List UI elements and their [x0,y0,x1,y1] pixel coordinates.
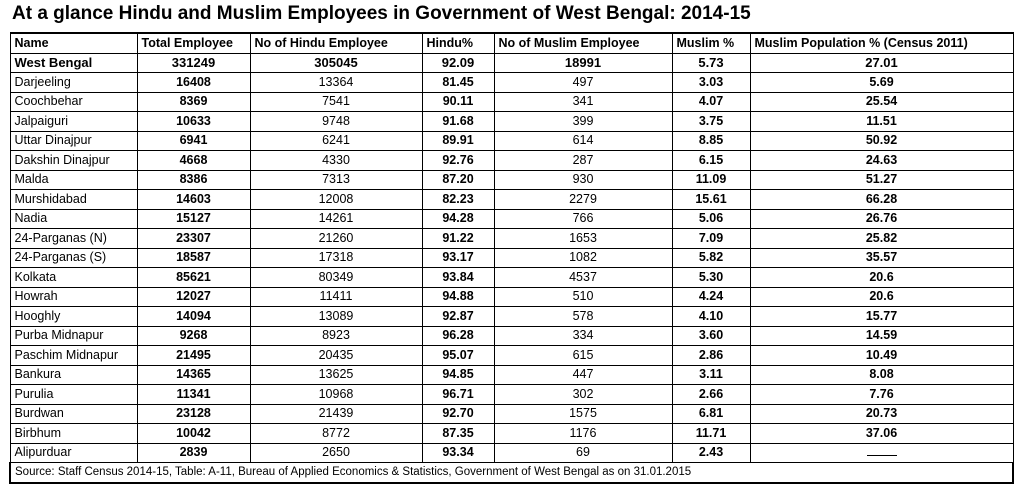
cell-muslim: 1653 [494,229,672,249]
cell-total: 18587 [137,248,250,268]
cell-name: Purba Midnapur [10,326,137,346]
cell-muslim-pct: 5.82 [672,248,750,268]
cell-name: Alipurduar [10,443,137,463]
table-row [10,170,1013,190]
table-row [10,209,1013,229]
cell-muslim: 766 [494,209,672,229]
cell-hindu: 13089 [250,307,422,327]
cell-muslim-pct: 11.71 [672,424,750,444]
cell-census: 37.06 [750,424,1013,444]
cell-hindu-pct: 92.09 [422,53,494,73]
header-hindu-pct: Hindu% [422,33,494,53]
cell-total: 23128 [137,404,250,424]
cell-name: Coochbehar [10,92,137,112]
cell-name: Darjeeling [10,73,137,93]
table-row [10,112,1013,132]
cell-census: 66.28 [750,190,1013,210]
cell-hindu: 6241 [250,131,422,151]
cell-muslim: 930 [494,170,672,190]
cell-hindu: 9748 [250,112,422,132]
cell-total: 15127 [137,209,250,229]
cell-muslim-pct: 3.75 [672,112,750,132]
cell-census: 5.69 [750,73,1013,93]
cell-hindu: 4330 [250,151,422,171]
cell-hindu-pct: 95.07 [422,346,494,366]
blank-value [867,444,897,456]
header-row [10,33,1013,53]
cell-hindu-pct: 96.71 [422,385,494,405]
table-row [10,385,1013,405]
cell-hindu-pct: 93.17 [422,248,494,268]
cell-total: 6941 [137,131,250,151]
header-name: Name [10,33,137,53]
cell-name: Murshidabad [10,190,137,210]
cell-total: 10633 [137,112,250,132]
cell-hindu: 12008 [250,190,422,210]
cell-total: 85621 [137,268,250,288]
cell-muslim-pct: 6.81 [672,404,750,424]
cell-hindu: 13364 [250,73,422,93]
cell-muslim-pct: 4.10 [672,307,750,327]
cell-muslim-pct: 3.11 [672,365,750,385]
cell-census: 26.76 [750,209,1013,229]
cell-name: Hooghly [10,307,137,327]
cell-muslim: 287 [494,151,672,171]
cell-name: 24-Parganas (S) [10,248,137,268]
source-row [10,463,1013,483]
cell-muslim-pct: 4.07 [672,92,750,112]
cell-name: Howrah [10,287,137,307]
cell-hindu: 14261 [250,209,422,229]
cell-hindu-pct: 82.23 [422,190,494,210]
cell-muslim: 4537 [494,268,672,288]
cell-hindu: 2650 [250,443,422,463]
cell-muslim: 2279 [494,190,672,210]
table-row [10,229,1013,249]
table-row [10,151,1013,171]
cell-hindu: 10968 [250,385,422,405]
header-census-muslim-pct: Muslim Population % (Census 2011) [750,33,1013,53]
cell-name: Jalpaiguri [10,112,137,132]
cell-muslim: 341 [494,92,672,112]
page-title: At a glance Hindu and Muslim Employees in Government of West Bengal: 2014-15 [12,3,751,24]
cell-muslim: 1176 [494,424,672,444]
cell-census: 50.92 [750,131,1013,151]
cell-hindu: 13625 [250,365,422,385]
table-row [10,287,1013,307]
cell-muslim: 1082 [494,248,672,268]
cell-muslim-pct: 2.86 [672,346,750,366]
cell-hindu-pct: 87.20 [422,170,494,190]
cell-muslim: 497 [494,73,672,93]
cell-name: West Bengal [10,53,137,73]
cell-census: 8.08 [750,365,1013,385]
header-hindu-employee: No of Hindu Employee [250,33,422,53]
cell-total: 10042 [137,424,250,444]
cell-census: 25.82 [750,229,1013,249]
cell-name: Nadia [10,209,137,229]
cell-hindu: 305045 [250,53,422,73]
cell-total: 11341 [137,385,250,405]
cell-name: Burdwan [10,404,137,424]
cell-hindu-pct: 81.45 [422,73,494,93]
table-row [10,404,1013,424]
cell-hindu: 11411 [250,287,422,307]
cell-muslim: 615 [494,346,672,366]
cell-census: 20.6 [750,287,1013,307]
cell-census: 35.57 [750,248,1013,268]
cell-total: 9268 [137,326,250,346]
cell-hindu: 21260 [250,229,422,249]
table-row [10,268,1013,288]
cell-muslim: 447 [494,365,672,385]
cell-total: 23307 [137,229,250,249]
table-row [10,365,1013,385]
cell-total: 2839 [137,443,250,463]
table-row [10,346,1013,366]
cell-total: 14094 [137,307,250,327]
cell-name: Purulia [10,385,137,405]
cell-hindu: 7313 [250,170,422,190]
cell-census: 24.63 [750,151,1013,171]
cell-muslim-pct: 5.06 [672,209,750,229]
cell-hindu-pct: 91.22 [422,229,494,249]
cell-total: 12027 [137,287,250,307]
cell-census: 20.6 [750,268,1013,288]
cell-muslim: 69 [494,443,672,463]
cell-total: 4668 [137,151,250,171]
cell-muslim: 399 [494,112,672,132]
cell-hindu-pct: 92.70 [422,404,494,424]
cell-hindu-pct: 94.85 [422,365,494,385]
header-muslim-employee: No of Muslim Employee [494,33,672,53]
table-row [10,307,1013,327]
cell-hindu: 21439 [250,404,422,424]
table-row [10,73,1013,93]
cell-name: Uttar Dinajpur [10,131,137,151]
cell-hindu-pct: 94.28 [422,209,494,229]
cell-hindu: 80349 [250,268,422,288]
cell-census: 25.54 [750,92,1013,112]
cell-muslim: 18991 [494,53,672,73]
cell-hindu-pct: 96.28 [422,326,494,346]
cell-total: 14365 [137,365,250,385]
cell-hindu-pct: 87.35 [422,424,494,444]
cell-muslim-pct: 2.66 [672,385,750,405]
employee-table [9,32,1014,484]
cell-hindu-pct: 92.76 [422,151,494,171]
cell-muslim: 578 [494,307,672,327]
cell-hindu-pct: 91.68 [422,112,494,132]
table-row [10,326,1013,346]
table-row [10,92,1013,112]
cell-muslim-pct: 11.09 [672,170,750,190]
cell-muslim-pct: 3.60 [672,326,750,346]
cell-hindu: 7541 [250,92,422,112]
cell-census: 51.27 [750,170,1013,190]
cell-census: 10.49 [750,346,1013,366]
cell-total: 16408 [137,73,250,93]
cell-hindu: 8772 [250,424,422,444]
cell-muslim-pct: 5.73 [672,53,750,73]
cell-name: Malda [10,170,137,190]
cell-muslim: 510 [494,287,672,307]
table-row [10,248,1013,268]
cell-hindu-pct: 92.87 [422,307,494,327]
cell-name: Birbhum [10,424,137,444]
cell-muslim-pct: 5.30 [672,268,750,288]
cell-total: 8369 [137,92,250,112]
cell-census: 11.51 [750,112,1013,132]
cell-hindu-pct: 93.34 [422,443,494,463]
cell-muslim: 334 [494,326,672,346]
cell-census: 15.77 [750,307,1013,327]
cell-total: 8386 [137,170,250,190]
header-total-employee: Total Employee [137,33,250,53]
state-row [10,53,1013,73]
cell-name: Dakshin Dinajpur [10,151,137,171]
header-muslim-pct: Muslim % [672,33,750,53]
cell-muslim-pct: 3.03 [672,73,750,93]
cell-hindu: 20435 [250,346,422,366]
cell-muslim: 1575 [494,404,672,424]
cell-total: 331249 [137,53,250,73]
cell-hindu-pct: 89.91 [422,131,494,151]
table-row [10,131,1013,151]
cell-hindu: 17318 [250,248,422,268]
cell-muslim-pct: 15.61 [672,190,750,210]
cell-name: Kolkata [10,268,137,288]
cell-hindu: 8923 [250,326,422,346]
cell-muslim: 614 [494,131,672,151]
cell-muslim-pct: 4.24 [672,287,750,307]
cell-muslim-pct: 2.43 [672,443,750,463]
table-row [10,190,1013,210]
cell-total: 14603 [137,190,250,210]
cell-name: Bankura [10,365,137,385]
cell-hindu-pct: 93.84 [422,268,494,288]
cell-muslim: 302 [494,385,672,405]
cell-muslim-pct: 6.15 [672,151,750,171]
cell-census: 14.59 [750,326,1013,346]
source-note: Source: Staff Census 2014-15, Table: A-11, Bureau of Applied Economics & Statistics, Government of West Bengal as on 31.01.2015 [10,463,1013,483]
cell-hindu-pct: 94.88 [422,287,494,307]
cell-total: 21495 [137,346,250,366]
cell-muslim-pct: 8.85 [672,131,750,151]
table-row [10,424,1013,444]
cell-census: 7.76 [750,385,1013,405]
cell-census: 27.01 [750,53,1013,73]
cell-name: Paschim Midnapur [10,346,137,366]
cell-muslim-pct: 7.09 [672,229,750,249]
cell-hindu-pct: 90.11 [422,92,494,112]
cell-census: 20.73 [750,404,1013,424]
cell-name: 24-Parganas (N) [10,229,137,249]
